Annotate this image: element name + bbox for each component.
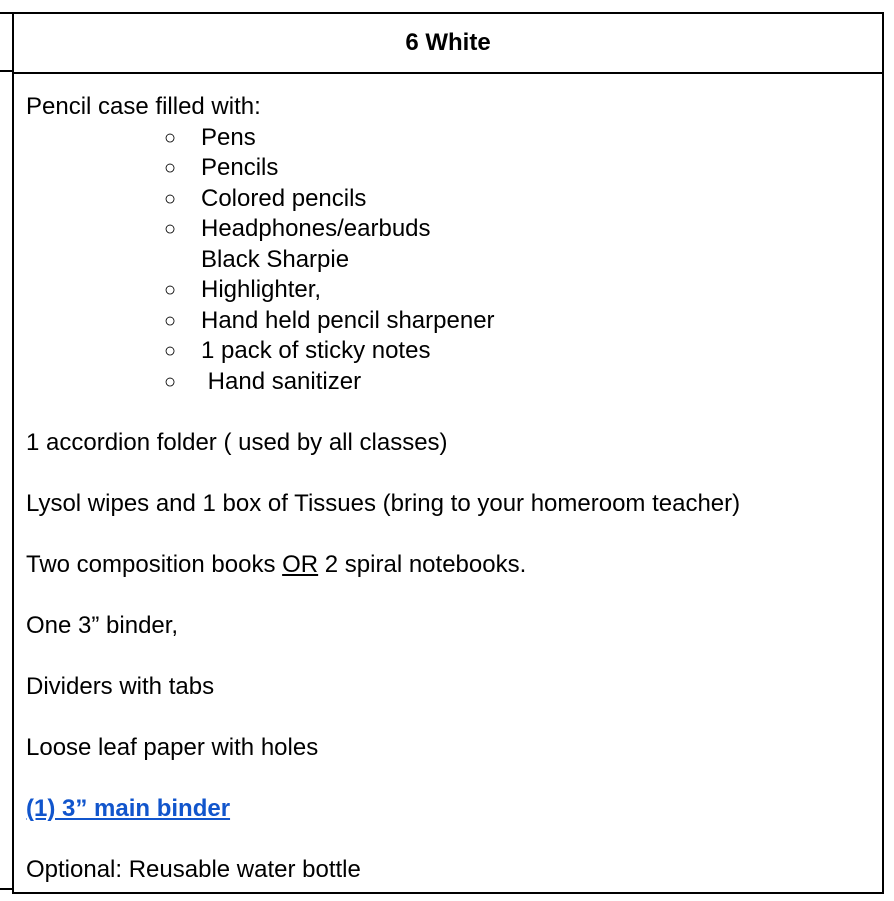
supply-list-cell bbox=[14, 74, 882, 892]
supply-table bbox=[12, 12, 884, 894]
loose-leaf-text: Loose leaf paper with holes bbox=[26, 733, 319, 761]
table-left-edge-bottom bbox=[0, 888, 12, 890]
lysol-tissues-text: Lysol wipes and 1 box of Tissues (bring to your homeroom teacher) bbox=[26, 489, 741, 517]
header-title: 6 White bbox=[405, 29, 491, 56]
list-item bbox=[26, 123, 882, 154]
list-item bbox=[26, 367, 882, 398]
list-item bbox=[26, 275, 882, 306]
list-item bbox=[26, 153, 882, 184]
list-item bbox=[26, 245, 882, 276]
pencil-case-list bbox=[26, 123, 882, 398]
list-item-text: Black Sharpie bbox=[201, 245, 350, 273]
circle-bullet-icon: ○ bbox=[164, 157, 177, 179]
composition-text-b: 2 spiral notebooks. bbox=[318, 550, 527, 578]
list-item-text: Hand held pencil sharpener bbox=[201, 306, 495, 334]
accordion-folder-text: 1 accordion folder ( used by all classes) bbox=[26, 428, 448, 456]
composition-or: OR bbox=[282, 550, 319, 578]
circle-bullet-icon: ○ bbox=[164, 126, 177, 149]
list-item-text: Highlighter, bbox=[201, 276, 322, 303]
circle-bullet-icon: ○ bbox=[164, 218, 177, 240]
pencil-case-intro: Pencil case filled with: bbox=[26, 93, 261, 120]
circle-bullet-icon: ○ bbox=[164, 370, 177, 393]
list-item-text: 1 pack of sticky notes bbox=[201, 337, 431, 364]
table-left-edge-top bbox=[0, 12, 12, 14]
list-item bbox=[26, 214, 882, 245]
composition-books-text bbox=[26, 550, 882, 581]
list-item-text: Pencils bbox=[201, 154, 279, 181]
circle-bullet-icon: ○ bbox=[164, 279, 177, 301]
list-item-text: Headphones/earbuds bbox=[201, 215, 431, 242]
list-item bbox=[26, 336, 882, 367]
circle-bullet-icon: ○ bbox=[164, 187, 177, 210]
table-header bbox=[14, 14, 882, 74]
main-binder-paragraph bbox=[26, 794, 882, 825]
main-binder-link[interactable]: (1) 3” main binder bbox=[26, 794, 231, 822]
list-item-text: Colored pencils bbox=[201, 184, 367, 212]
dividers-text: Dividers with tabs bbox=[26, 672, 215, 700]
composition-text-a: Two composition books bbox=[26, 550, 283, 578]
binder-text: One 3” binder, bbox=[26, 611, 179, 639]
list-item bbox=[26, 306, 882, 337]
circle-bullet-icon: ○ bbox=[164, 309, 177, 332]
list-item-text: Pens bbox=[201, 123, 256, 151]
optional-water-bottle-text: Optional: Reusable water bottle bbox=[26, 855, 361, 883]
circle-bullet-icon: ○ bbox=[164, 340, 177, 362]
table-left-edge-mid bbox=[0, 70, 12, 72]
list-item bbox=[26, 184, 882, 215]
list-item-text: Hand sanitizer bbox=[201, 367, 362, 395]
